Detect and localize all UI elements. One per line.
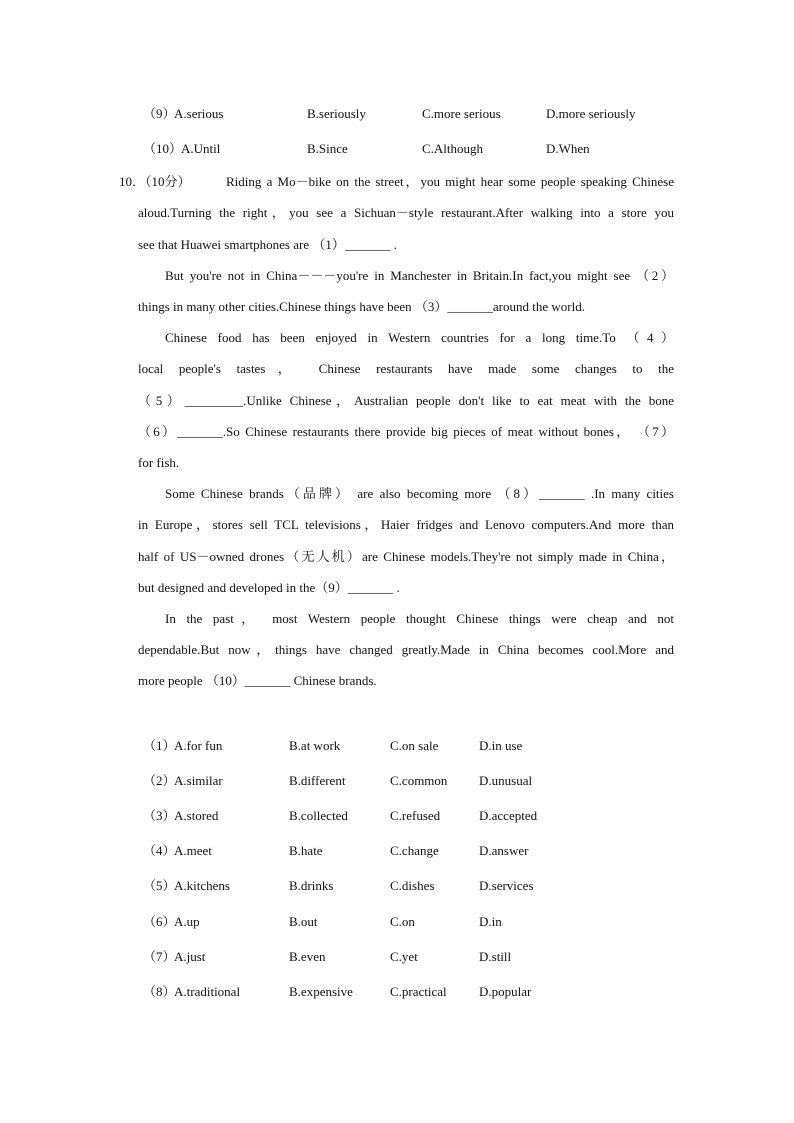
option-a: A.traditional bbox=[174, 984, 241, 999]
passage-line: （6）_______.So Chinese restaurants there provide big pieces of meat without bones， （7） bbox=[138, 424, 674, 439]
option-c: C.yet bbox=[390, 949, 418, 964]
passage-line: but designed and developed in the（9）_______ . bbox=[138, 580, 400, 595]
option-c: C.on bbox=[390, 914, 415, 929]
passage-line: in Europe，stores sell TCL televisions，Haier fridges and Lenovo computers.And more than bbox=[138, 517, 674, 532]
option-number: （9） bbox=[143, 106, 176, 121]
passage-line: Riding a Mo－bike on the street，you might hear some people speaking Chinese bbox=[226, 174, 674, 189]
option-a: A.Until bbox=[181, 141, 221, 156]
option-number: （2） bbox=[143, 773, 176, 788]
passage-line: for fish. bbox=[138, 455, 180, 470]
option-d: D.services bbox=[479, 878, 534, 893]
option-number: （5） bbox=[143, 878, 176, 893]
option-a: A.kitchens bbox=[174, 878, 230, 893]
option-d: D.popular bbox=[479, 984, 532, 999]
option-number: （4） bbox=[143, 843, 176, 858]
option-b: B.expensive bbox=[289, 984, 353, 999]
option-b: B.out bbox=[289, 914, 318, 929]
option-a: A.serious bbox=[174, 106, 224, 121]
option-number: （6） bbox=[143, 914, 176, 929]
option-b: B.seriously bbox=[307, 106, 366, 121]
passage-line: In the past， most Western people thought Chinese things were cheap and not bbox=[165, 611, 674, 626]
option-number: （8） bbox=[143, 984, 176, 999]
option-number: （1） bbox=[143, 738, 176, 753]
passage-line: But you're not in China－－－you're in Manchester in Britain.In fact,you might see （2） bbox=[165, 268, 674, 283]
question-label: 10．（10分） bbox=[119, 174, 191, 189]
passage-line: things in many other cities.Chinese things have been （3）_______around the world. bbox=[138, 299, 585, 314]
passage-line: （5）_________.Unlike Chinese，Australian people don't like to eat meat with the bone bbox=[138, 393, 674, 408]
option-b: B.different bbox=[289, 773, 346, 788]
option-d: D.answer bbox=[479, 843, 529, 858]
passage-line: see that Huawei smartphones are （1）_______ . bbox=[138, 237, 397, 252]
option-b: B.at work bbox=[289, 738, 341, 753]
option-c: C.more serious bbox=[422, 106, 501, 121]
option-a: A.meet bbox=[174, 843, 212, 858]
option-b: B.drinks bbox=[289, 878, 334, 893]
passage-line: more people （10）_______ Chinese brands. bbox=[138, 673, 377, 688]
option-c: C.common bbox=[390, 773, 448, 788]
option-number: （3） bbox=[143, 808, 176, 823]
option-a: A.just bbox=[174, 949, 206, 964]
option-c: C.dishes bbox=[390, 878, 435, 893]
option-d: D.still bbox=[479, 949, 512, 964]
passage-line: Chinese food has been enjoyed in Western countries for a long time.To （4） bbox=[165, 330, 674, 345]
option-c: C.refused bbox=[390, 808, 441, 823]
passage-line: aloud.Turning the right，you see a Sichuan－style restaurant.After walking into a store you bbox=[138, 205, 674, 220]
option-a: A.similar bbox=[174, 773, 223, 788]
option-c: C.practical bbox=[390, 984, 447, 999]
passage-line: Some Chinese brands（品牌） are also becoming more （8）_______ .In many cities bbox=[165, 486, 674, 501]
passage-line: local people's tastes， Chinese restaurants have made some changes to the bbox=[138, 361, 674, 376]
option-d: D.When bbox=[546, 141, 590, 156]
option-a: A.stored bbox=[174, 808, 219, 823]
option-d: D.accepted bbox=[479, 808, 538, 823]
option-number: （10） bbox=[143, 141, 183, 156]
option-b: B.collected bbox=[289, 808, 348, 823]
option-a: A.for fun bbox=[174, 738, 223, 753]
option-number: （7） bbox=[143, 949, 176, 964]
option-c: C.Although bbox=[422, 141, 484, 156]
option-b: B.Since bbox=[307, 141, 348, 156]
option-d: D.in use bbox=[479, 738, 523, 753]
option-d: D.in bbox=[479, 914, 502, 929]
option-c: C.change bbox=[390, 843, 439, 858]
option-b: B.even bbox=[289, 949, 326, 964]
passage-line: dependable.But now，things have changed greatly.Made in China becomes cool.More and bbox=[138, 642, 674, 657]
passage-line: half of US－owned drones（无人机）are Chinese models.They're not simply made in China， bbox=[138, 549, 674, 564]
option-d: D.unusual bbox=[479, 773, 533, 788]
option-d: D.more seriously bbox=[546, 106, 636, 121]
option-c: C.on sale bbox=[390, 738, 439, 753]
option-a: A.up bbox=[174, 914, 200, 929]
option-b: B.hate bbox=[289, 843, 323, 858]
